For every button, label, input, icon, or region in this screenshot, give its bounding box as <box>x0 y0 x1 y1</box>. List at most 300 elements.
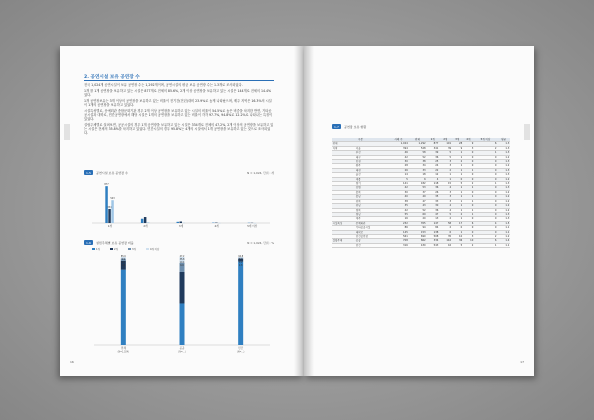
table-cell: 0 <box>474 212 497 216</box>
table-cell: 0 <box>463 230 474 234</box>
table-cell: 1 <box>474 243 497 247</box>
row-label: 대구 <box>355 155 389 159</box>
table-cell: 1 <box>452 164 463 168</box>
table-cell: 1.1 <box>497 230 510 234</box>
stacked-segment <box>180 272 185 304</box>
table-cell: 2 <box>452 160 463 164</box>
table-cell: 20 <box>408 217 426 221</box>
table-cell: 142 <box>439 239 452 243</box>
table-cell: 1.2 <box>497 234 510 238</box>
row-label: 공공 <box>355 239 389 243</box>
table-cell: 141 <box>389 182 409 186</box>
table-cell: 16 <box>439 243 452 247</box>
table-cell: 52 <box>408 155 426 159</box>
stacked-segment <box>180 303 185 345</box>
table-cell: 38 <box>408 160 426 164</box>
stacked-segment <box>121 270 126 345</box>
tick-sublabel: (N=...) <box>237 350 245 354</box>
data-label: 1.8 <box>121 264 126 267</box>
table-cell: 6 <box>463 221 474 225</box>
section-rule <box>84 80 274 81</box>
table-cell: 33 <box>408 168 426 172</box>
table-cell: 0 <box>474 199 497 203</box>
table-cell: 0 <box>474 173 497 177</box>
table-cell: 0 <box>463 151 474 155</box>
table-cell: 528 <box>408 146 426 150</box>
table-cell: 0 <box>474 177 497 181</box>
column-header: 2개 <box>439 138 452 142</box>
table-cell: 1.3 <box>497 160 510 164</box>
table-cell: 4 <box>426 177 439 181</box>
legend-swatch <box>92 248 95 250</box>
row-label: 경북 <box>355 208 389 212</box>
table-cell: 3 <box>439 160 452 164</box>
table-cell: 6 <box>474 239 497 243</box>
side-tab <box>64 124 70 140</box>
data-label: 2.7 <box>121 261 126 264</box>
table-cell: 1.2 <box>497 208 510 212</box>
table-cell: 47 <box>426 212 439 216</box>
table-cell: 0 <box>452 177 463 181</box>
table-cell: 36 <box>426 186 439 190</box>
table-cell: 1.3 <box>497 151 510 155</box>
table-cell: 35 <box>439 234 452 238</box>
table-cell: 1 <box>452 151 463 155</box>
table-cell: 1 <box>474 182 497 186</box>
table-cell: 2 <box>439 168 452 172</box>
column-header: 구분 <box>332 138 389 142</box>
row-label: 강원 <box>355 186 389 190</box>
table-cell: 1 <box>439 173 452 177</box>
page-number: 16 <box>70 360 74 364</box>
data-label: 0.8 <box>238 264 243 267</box>
table-cell: 1.2 <box>497 155 510 159</box>
bar <box>105 186 108 223</box>
tick-label: 전체 <box>120 347 126 350</box>
table-cell: 34 <box>408 164 426 168</box>
table-cell: 0 <box>474 230 497 234</box>
table-cell: 9 <box>452 146 463 150</box>
data-label: 6.6 <box>180 264 184 267</box>
row-label: 광주 <box>355 164 389 168</box>
table-cell: 1 <box>452 155 463 159</box>
table-cell: 36 <box>426 155 439 159</box>
table-cell: 3 <box>439 199 452 203</box>
table-header <box>332 124 510 130</box>
row-category <box>332 243 355 247</box>
table-cell: 1 <box>452 199 463 203</box>
bar <box>141 219 144 223</box>
table-cell: 26 <box>389 168 409 172</box>
data-label: 35.8 <box>179 258 185 261</box>
table-cell: 862 <box>408 239 426 243</box>
table-cell: 0 <box>463 164 474 168</box>
table-cell: 0 <box>463 190 474 194</box>
tick-label: 2개 <box>143 225 148 228</box>
figure1-badge: 1-5 <box>86 170 91 175</box>
row-label: 제주 <box>355 217 389 221</box>
table-cell: 84 <box>426 226 439 230</box>
table-cell: 0 <box>474 195 497 199</box>
table-cell: 86 <box>389 226 409 230</box>
paragraph: 시설특성별로, 문예회관 종합문화기관 경우 2개 이상 공연장을 보유하고 있는 시설의 비율이 54.5%로 높은 비중을 차지한 반면, 기타공공시설과 대학로, 민간공연장에서 해당 시설은 1개의 공연장을 보유하고 있는 비율이 각각 97.7%, 94.8%로 12.2%로 나타나는 특징이 있었다. <box>84 108 273 121</box>
tick-sublabel: (N=...) <box>178 350 186 354</box>
table-cell: 2 <box>474 146 497 150</box>
table-cell: 36 <box>426 208 439 212</box>
table-cell: 0 <box>474 164 497 168</box>
bar <box>111 200 114 223</box>
table-cell: 1 <box>463 186 474 190</box>
table-cell: 1.2 <box>497 177 510 181</box>
row-label: 울산 <box>355 173 389 177</box>
section-title: 2. 공연시설 보유 공연장 수 <box>84 75 140 80</box>
table-cell: 543 <box>426 243 439 247</box>
table-cell: 46 <box>389 151 409 155</box>
table-cell: 53 <box>408 186 426 190</box>
figure2-chart <box>84 247 274 355</box>
table-cell: 1 <box>439 177 452 181</box>
table-cell: 69 <box>408 212 426 216</box>
table-cell: 334 <box>426 239 439 243</box>
table-cell: 35 <box>389 204 409 208</box>
table-cell: 25 <box>426 160 439 164</box>
row-label: 경기 <box>355 182 389 186</box>
table-cell: 2 <box>439 226 452 230</box>
row-category: 설립주체 <box>332 239 355 243</box>
figure1-unit: N = 1,024, 단위 : 개 <box>247 170 274 175</box>
table-cell: 40 <box>389 195 409 199</box>
table-cell: 0 <box>474 155 497 159</box>
bar <box>177 222 180 223</box>
legend-label: 4개 이상 <box>150 247 160 251</box>
tick-label: 공공 <box>179 347 185 350</box>
bar <box>144 217 147 223</box>
table-cell: 1 <box>452 173 463 177</box>
row-label: 세종 <box>355 177 389 181</box>
table-cell: 30 <box>389 190 409 194</box>
table-cell: 1,024 <box>389 142 409 146</box>
data-label: 10.4 <box>179 261 185 264</box>
table-cell: 33 <box>426 199 439 203</box>
table-cell: 5 <box>439 151 452 155</box>
tick-label: 4개 <box>214 225 219 228</box>
table-cell: 145 <box>389 230 409 234</box>
table-cell: 118 <box>426 182 439 186</box>
table-cell: 0 <box>463 173 474 177</box>
row-label: 민간 <box>355 243 389 247</box>
legend-label: 3개 <box>132 247 136 251</box>
column-header: 사례 수 <box>389 138 409 142</box>
bar <box>108 209 111 223</box>
data-label: 1.2 <box>238 261 243 264</box>
table-cell: 39 <box>439 146 452 150</box>
table-cell: 2 <box>463 182 474 186</box>
paragraph: 1개 공연장보유는 3개 이상의 공연장을 보유하고 있는 비율이 전기간(전년)대비 23.9%로 높게 나타났으며, 제주 지역은 16.3%의 시설이 1개의 공연장을 보유하고 있었다. <box>84 98 272 107</box>
table-cell: 3 <box>439 190 452 194</box>
bar <box>180 221 183 223</box>
table-cell: 6 <box>439 230 452 234</box>
column-header: 전체 <box>408 138 426 142</box>
table-cell: 4 <box>439 204 452 208</box>
table-cell: 0 <box>474 168 497 172</box>
table-cell: 690 <box>408 234 426 238</box>
table-cell: 4 <box>439 186 452 190</box>
table-cell: 1.3 <box>497 146 510 150</box>
table-cell: 1 <box>463 199 474 203</box>
table-cell: 6 <box>474 142 497 146</box>
table-cell: 0 <box>474 204 497 208</box>
table-cell: 49 <box>408 195 426 199</box>
row-label: 전북 <box>355 199 389 203</box>
tick-sublabel: (N=1,024) <box>117 350 130 354</box>
table-cell: 1.3 <box>497 212 510 216</box>
row-label: 민간공연장 <box>355 234 389 238</box>
table-cell: 394 <box>389 146 409 150</box>
legend-swatch <box>146 248 149 250</box>
table-cell: 1.3 <box>497 186 510 190</box>
tick-label: 5개 이상 <box>247 225 258 228</box>
table-cell: 1 <box>452 230 463 234</box>
table-cell: 16 <box>389 217 409 221</box>
table-cell: 6 <box>408 177 426 181</box>
legend-swatch <box>128 248 131 250</box>
data-label: 9.9 <box>121 258 126 261</box>
table-cell: 1 <box>452 186 463 190</box>
table-cell: 5 <box>439 155 452 159</box>
figure1-title: 공연시설 보유 공연장 수 <box>96 170 128 175</box>
table-cell: 35 <box>426 195 439 199</box>
table-cell: 1 <box>452 217 463 221</box>
table-cell: 1.2 <box>497 199 510 203</box>
table-cell: 5 <box>439 212 452 216</box>
row-category: 시설특성 <box>332 221 355 225</box>
table-cell: 4 <box>439 208 452 212</box>
table-cell: 47 <box>408 199 426 203</box>
table-title: 공연장 보유 현황 <box>344 124 367 129</box>
table-cell: 0 <box>463 226 474 230</box>
figure2-title: 설립주체별 보유 공연장 비율 <box>96 240 134 245</box>
table-cell: 3 <box>463 234 474 238</box>
table-cell: 2 <box>463 243 474 247</box>
table-cell: 0 <box>463 204 474 208</box>
row-category: 지역 <box>332 146 355 150</box>
row-label: 대전 <box>355 168 389 172</box>
table-cell: 10 <box>463 239 474 243</box>
figure1-header <box>84 170 274 176</box>
table-cell: 0 <box>474 217 497 221</box>
table-cell: 22 <box>426 168 439 172</box>
row-label: 대학로 <box>355 230 389 234</box>
tick-label: 민간 <box>238 347 244 350</box>
table-cell: 101 <box>439 142 452 146</box>
table-cell: 1 <box>463 212 474 216</box>
table-cell: 0 <box>463 160 474 164</box>
legend-label: 2개 <box>114 247 118 251</box>
table-cell: 877 <box>426 142 439 146</box>
table-cell: 43 <box>408 204 426 208</box>
row-label: 충남 <box>355 195 389 199</box>
data-label: 47.2 <box>179 255 185 258</box>
table-cell: 355 <box>408 221 426 225</box>
table-cell: 1 <box>452 204 463 208</box>
table-cell: 12 <box>426 173 439 177</box>
tick-label: 1개 <box>107 225 112 228</box>
row-label: 기타공공시설 <box>355 226 389 230</box>
table-cell: 28 <box>452 142 463 146</box>
table-cell: 1.3 <box>497 168 510 172</box>
table-cell: 1 <box>452 190 463 194</box>
figure1-chart <box>84 177 274 231</box>
tick-label: 3개 <box>178 225 184 228</box>
table-cell: 55 <box>389 212 409 216</box>
legend-swatch <box>110 248 113 250</box>
data-label: 543 <box>110 197 115 201</box>
table-cell: 0 <box>474 226 497 230</box>
row-label: 충북 <box>355 190 389 194</box>
table-cell: 1.3 <box>497 182 510 186</box>
table-cell: 2 <box>452 212 463 216</box>
legend-label: 1개 <box>96 247 100 251</box>
table-cell: 36 <box>452 239 463 243</box>
column-header: 4개 <box>463 138 474 142</box>
table-row <box>332 243 510 247</box>
table-cell: 1.2 <box>497 195 510 199</box>
data-label: 85.6 <box>120 255 126 258</box>
table-cell: 153 <box>408 230 426 234</box>
table-cell: 1.4 <box>497 239 510 243</box>
table-cell: 430 <box>408 243 426 247</box>
table-cell: 708 <box>389 239 409 243</box>
table-cell: 138 <box>426 230 439 234</box>
body-text <box>84 83 274 137</box>
table-cell: 13 <box>426 217 439 221</box>
table-badge: 1-7 <box>334 124 339 129</box>
table-cell: 0 <box>452 226 463 230</box>
data-label: 94.8 <box>238 255 244 258</box>
table-cell: 1 <box>452 168 463 172</box>
figure2-unit: N = 1,024, 단위 : % <box>247 240 274 245</box>
table-cell: 0 <box>474 190 497 194</box>
paragraph: 1개 를 1개 공연장을 보유하고 있는 시설은 877개로 전체의 85.6%, 2개 이상 공연장을 보유하고 있는 시설은 144개로 전체의 14.4%였다. <box>84 88 272 97</box>
table-cell: 1.5 <box>497 221 510 225</box>
table-cell: 58 <box>439 221 452 225</box>
table-cell: 15 <box>439 182 452 186</box>
data-label: 334 <box>107 205 112 209</box>
table-cell: 3 <box>439 195 452 199</box>
table-cell: 26 <box>426 190 439 194</box>
column-header: 평균 <box>497 138 510 142</box>
column-header: 1개 <box>426 138 439 142</box>
table-cell: 0 <box>474 208 497 212</box>
table-cell: 94 <box>408 226 426 230</box>
table-cell: 5 <box>452 243 463 247</box>
table-cell: 4 <box>474 221 497 225</box>
table-cell: 30 <box>389 160 409 164</box>
table-cell: 0 <box>474 160 497 164</box>
table-cell: 147 <box>426 221 439 225</box>
table-cell: 10 <box>452 234 463 238</box>
side-tab <box>524 124 530 140</box>
table-cell: 1 <box>463 208 474 212</box>
table-cell: 1 <box>452 195 463 199</box>
table-cell: 1 <box>463 195 474 199</box>
table-cell: 0 <box>463 155 474 159</box>
table-cell: 30 <box>426 204 439 208</box>
table-cell: 52 <box>408 208 426 212</box>
table-cell: 1.1 <box>497 243 510 247</box>
table-cell: 316 <box>389 243 409 247</box>
table-cell: 341 <box>426 146 439 150</box>
table-cell: 2 <box>474 234 497 238</box>
table-cell: 14 <box>389 173 409 177</box>
table-cell: 1 <box>452 208 463 212</box>
left-page <box>60 46 304 376</box>
table-cell: 28 <box>389 164 409 168</box>
table-cell: 38 <box>389 199 409 203</box>
table-cell: 1.3 <box>497 217 510 221</box>
table-cell: 18 <box>408 173 426 177</box>
table-cell: 39 <box>426 151 439 155</box>
data-label: 877 <box>104 183 109 187</box>
paragraph: 전국 1,024개 공연시설이 보유 공연장 수는 1,292개이며, 공연시설의 평균 보유 공연장 수는 1.3개로 조사되었다. <box>84 83 243 87</box>
table-cell: 42 <box>389 155 409 159</box>
table-cell: 1 <box>474 151 497 155</box>
data-label: 3.2 <box>238 258 243 261</box>
table-cell: 508 <box>426 234 439 238</box>
row-label: 부산 <box>355 151 389 155</box>
table-cell: 1.1 <box>497 226 510 230</box>
table-cell: 3 <box>439 164 452 168</box>
table-cell: 17 <box>452 221 463 225</box>
table-cell: 0 <box>474 186 497 190</box>
table-cell: 58 <box>408 151 426 155</box>
table-cell: 561 <box>389 234 409 238</box>
table-cell: 2 <box>439 217 452 221</box>
table-cell: 24 <box>426 164 439 168</box>
table-cell: 182 <box>408 182 426 186</box>
figure2-header <box>84 240 274 246</box>
table-cell: 1.2 <box>497 190 510 194</box>
table-cell: 0 <box>463 177 474 181</box>
page-number: 17 <box>520 360 524 364</box>
data-table <box>332 138 510 248</box>
table-cell: 5 <box>389 177 409 181</box>
table-cell: 9 <box>463 142 474 146</box>
row-label: 전남 <box>355 204 389 208</box>
table-cell: 1.3 <box>497 142 510 146</box>
row-label: 경남 <box>355 212 389 216</box>
table-cell: 1.2 <box>497 204 510 208</box>
table-cell: 1.2 <box>497 164 510 168</box>
column-header: 5개 이상 <box>474 138 497 142</box>
right-page <box>304 46 534 376</box>
table-cell: 0 <box>463 217 474 221</box>
bar <box>147 222 150 223</box>
table-cell: 3 <box>463 146 474 150</box>
table-cell: 232 <box>389 221 409 225</box>
table-cell: 1.3 <box>497 173 510 177</box>
row-category: 전체 <box>332 142 355 146</box>
stacked-segment <box>238 262 243 345</box>
table-cell: 42 <box>389 186 409 190</box>
column-header: 3개 <box>452 138 463 142</box>
row-label: 문예회관 <box>355 221 389 225</box>
table-cell: 5 <box>452 182 463 186</box>
row-label: 서울 <box>355 146 389 150</box>
row-label: 인천 <box>355 160 389 164</box>
paragraph: 설립주체별로 살펴보면, 공공시설의 경우 1개 공연장을 보유하고 있는 시설은 334개로 전체의 47.2%, 2개 이상의 공연장을 보유하고 있는 시설은 전체의 35.8%를 차지하고 있었다. 민간시설의 경우 95.8%는 4개의 시설에서 1개 공연장을 보유하고 있는 것으로 조사되었다. <box>84 122 274 136</box>
figure2-badge: 1-6 <box>86 240 91 245</box>
